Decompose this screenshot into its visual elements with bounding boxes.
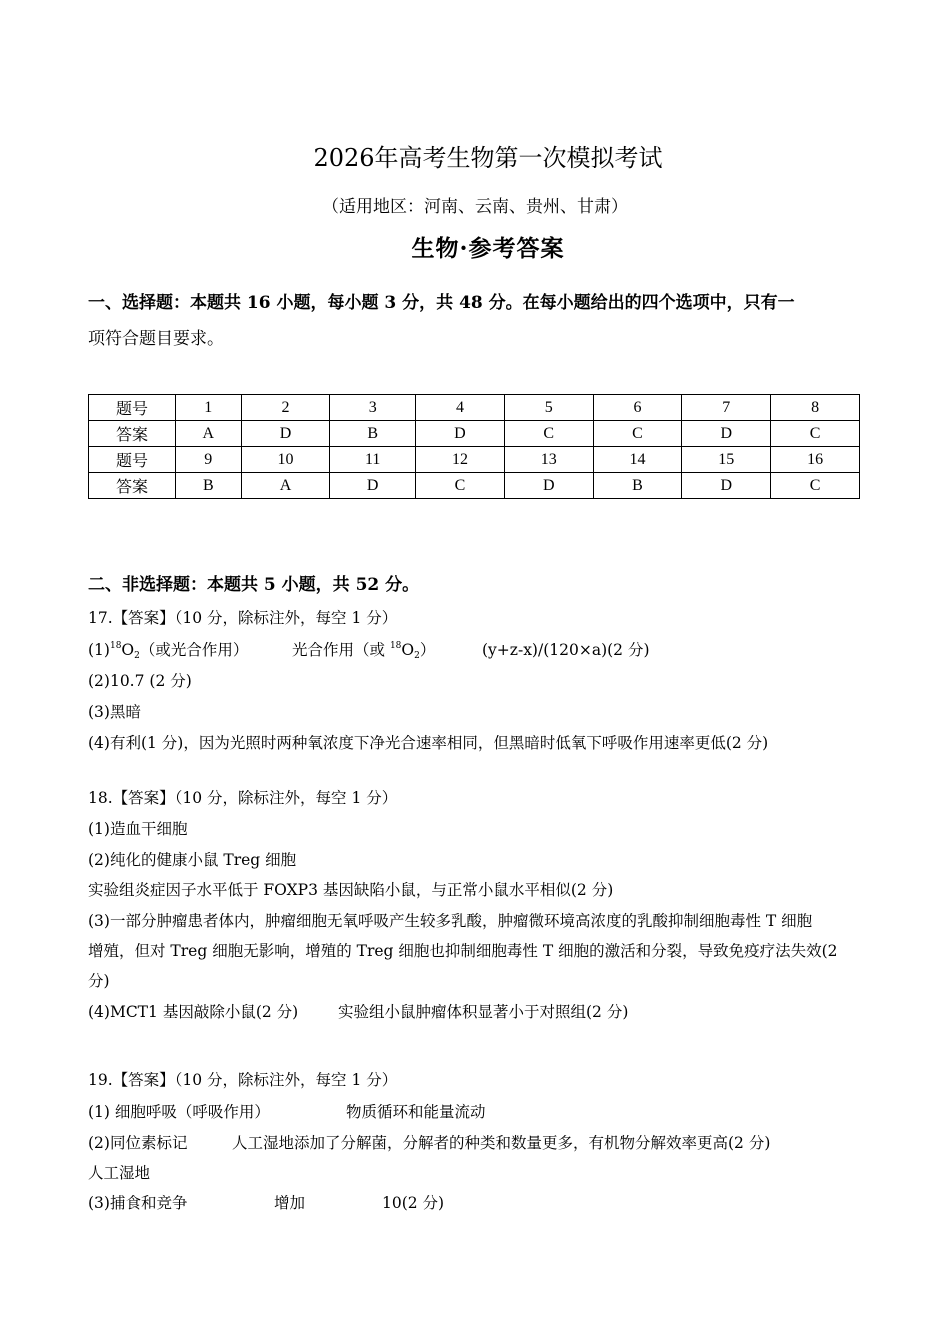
question-number: 4 — [416, 395, 505, 421]
q17-1b-element: O — [401, 641, 415, 659]
page-title: 2026年高考生物第一次模拟考试 — [313, 144, 663, 172]
answer-cell: A — [241, 473, 330, 499]
q19-answer-2c: 人工湿地 — [88, 1164, 151, 1182]
question-number: 3 — [330, 395, 416, 421]
table-row — [89, 421, 860, 447]
answer-cell: C — [771, 421, 860, 447]
question-number: 11 — [330, 447, 416, 473]
q17-1a-element: O — [121, 641, 135, 659]
q17-1a-suffix: （或光合作用） — [139, 641, 249, 659]
section1-intro-line1: 一、选择题：本题共 16 小题，每小题 3 分，共 48 分。在每小题给出的四个选项中，只有一 — [88, 293, 795, 313]
table-row — [89, 395, 860, 421]
question-number: 16 — [771, 447, 860, 473]
answer-cell: B — [176, 473, 242, 499]
answer-cell: C — [593, 421, 682, 447]
q18-answer-3-line3: 分) — [88, 972, 110, 990]
q17-answer-1b — [292, 638, 435, 660]
q18-answer-4b: 实验组小鼠肿瘤体积显著小于对照组(2 分) — [338, 1003, 629, 1021]
answer-cell: B — [593, 473, 682, 499]
answer-cell: D — [241, 421, 330, 447]
row-header-question: 题号 — [89, 395, 176, 421]
q17-1b-prefix: 光合作用（或 — [292, 641, 390, 659]
row-header-answer: 答案 — [89, 473, 176, 499]
q19-answer-3b: 增加 — [274, 1194, 306, 1212]
q18-heading: 18.【答案】（10 分，除标注外，每空 1 分） — [88, 789, 398, 807]
q17-1b-suffix: ） — [419, 641, 436, 659]
answer-cell: D — [416, 421, 505, 447]
question-number: 9 — [176, 447, 242, 473]
q17-1a-isotope: 18 — [109, 641, 122, 651]
answer-cell: D — [330, 473, 416, 499]
applicable-regions: （适用地区：河南、云南、贵州、甘肃） — [322, 197, 628, 217]
answer-key-heading: 生物·参考答案 — [411, 235, 565, 262]
answer-cell: C — [504, 421, 593, 447]
question-number: 13 — [504, 447, 593, 473]
q19-heading: 19.【答案】（10 分，除标注外，每空 1 分） — [88, 1071, 398, 1089]
question-number: 12 — [416, 447, 505, 473]
table-row — [89, 473, 860, 499]
answer-cell: B — [330, 421, 416, 447]
answer-cell: D — [682, 421, 771, 447]
question-number: 14 — [593, 447, 682, 473]
answer-cell: D — [504, 473, 593, 499]
answer-cell: A — [176, 421, 242, 447]
question-number: 2 — [241, 395, 330, 421]
question-number: 5 — [504, 395, 593, 421]
section2-heading: 二、非选择题：本题共 5 小题，共 52 分。 — [88, 575, 420, 595]
row-header-question: 题号 — [89, 447, 176, 473]
q18-answer-2: (2)纯化的健康小鼠 Treg 细胞 — [88, 851, 297, 869]
answer-cell: C — [771, 473, 860, 499]
q19-answer-1b: 物质循环和能量流动 — [346, 1103, 486, 1121]
q19-answer-2a: (2)同位素标记 — [88, 1134, 188, 1152]
q17-answer-1a — [88, 638, 248, 660]
row-header-answer: 答案 — [89, 421, 176, 447]
q18-answer-3-line2: 增殖，但对 Treg 细胞无影响，增殖的 Treg 细胞也抑制细胞毒性 T 细胞的激活和分裂，导致免疫疗法失效(2 — [88, 942, 838, 960]
q18-answer-1: (1)造血干细胞 — [88, 820, 188, 838]
section1-intro-line2: 项符合题目要求。 — [88, 329, 224, 349]
question-number: 6 — [593, 395, 682, 421]
question-number: 1 — [176, 395, 242, 421]
q19-answer-3c: 10(2 分) — [382, 1194, 445, 1212]
question-number: 10 — [241, 447, 330, 473]
q17-1a-prefix: (1) — [88, 641, 110, 659]
question-number: 7 — [682, 395, 771, 421]
q17-1a-subscript: 2 — [134, 651, 140, 661]
q17-answer-3: (3)黑暗 — [88, 703, 141, 721]
answer-cell: D — [682, 473, 771, 499]
q17-answer-2: (2)10.7 (2 分) — [88, 672, 192, 690]
q18-answer-3-line1: (3)一部分肿瘤患者体内，肿瘤细胞无氧呼吸产生较多乳酸，肿瘤微环境高浓度的乳酸抑制细胞毒性 T 细胞 — [88, 912, 813, 930]
q17-answer-1c: (y+z-x)/(120×a)(2 分) — [482, 641, 650, 659]
q19-answer-3a: (3)捕食和竞争 — [88, 1194, 188, 1212]
q18-answer-2b: 实验组炎症因子水平低于 FOXP3 基因缺陷小鼠，与正常小鼠水平相似(2 分) — [88, 881, 614, 899]
question-number: 8 — [771, 395, 860, 421]
table-row — [89, 447, 860, 473]
q17-heading: 17.【答案】（10 分，除标注外，每空 1 分） — [88, 609, 398, 627]
answer-cell: C — [416, 473, 505, 499]
q18-answer-4a: (4)MCT1 基因敲除小鼠(2 分) — [88, 1003, 299, 1021]
q17-answer-4: (4)有利(1 分)，因为光照时两种氧浓度下净光合速率相同，但黑暗时低氧下呼吸作用速率更低(2 分) — [88, 734, 769, 752]
q19-answer-2b: 人工湿地添加了分解菌，分解者的种类和数量更多，有机物分解效率更高(2 分) — [232, 1134, 771, 1152]
q17-1b-subscript: 2 — [414, 651, 420, 661]
question-number: 15 — [682, 447, 771, 473]
choice-answer-table — [88, 394, 860, 499]
q19-answer-1a: (1) 细胞呼吸（呼吸作用） — [88, 1103, 270, 1121]
q17-1b-isotope: 18 — [389, 641, 402, 651]
